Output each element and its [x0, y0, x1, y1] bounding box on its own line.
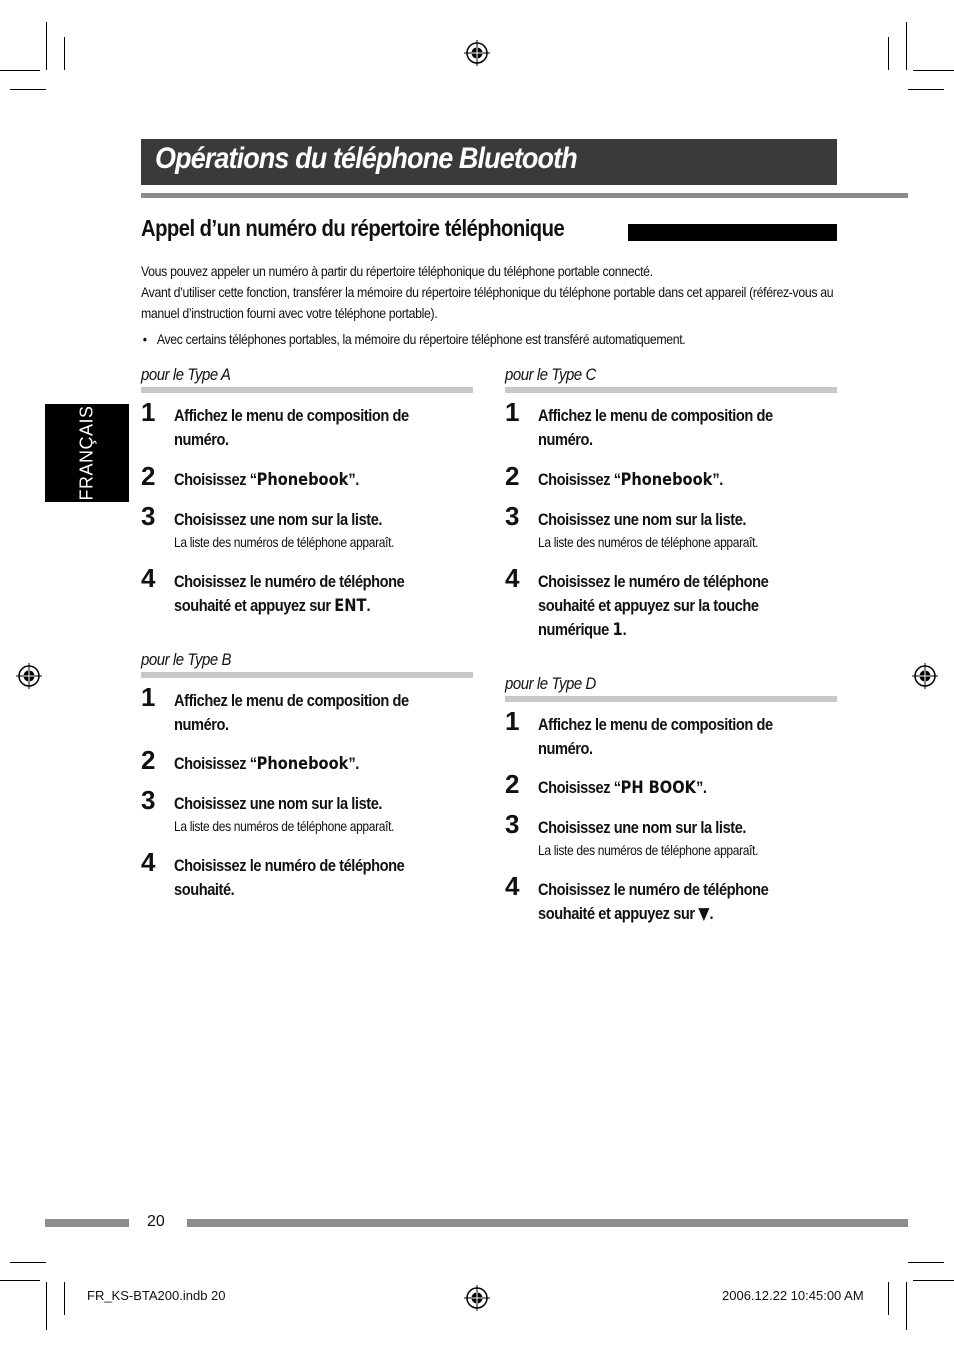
step-number: 3	[141, 785, 156, 815]
crop-mark	[0, 1280, 40, 1281]
key-label: ENT	[334, 596, 367, 616]
type-heading: pour le Type B	[141, 650, 232, 669]
section-heading: Appel d’un numéro du répertoire téléphonique	[141, 215, 565, 241]
crop-mark	[0, 70, 40, 71]
down-arrow-icon: ▼	[698, 904, 710, 924]
page-title: Opérations du téléphone Bluetooth	[155, 142, 577, 175]
step-text: Choisissez le numéro de téléphone souhaité et appuyez sur la touche numérique 1.	[538, 572, 769, 640]
step-note: La liste des numéros de téléphone apparaît.	[174, 818, 395, 834]
print-slug-date: 2006.12.22 10:45:00 AM	[722, 1288, 864, 1303]
step-text: Choisissez “Phonebook”.	[538, 470, 723, 490]
step-text: Choisissez “Phonebook”.	[174, 470, 359, 490]
type-heading: pour le Type A	[141, 365, 231, 384]
step-note: La liste des numéros de téléphone apparaît.	[538, 842, 759, 858]
crop-mark	[913, 1280, 954, 1281]
step-number: 4	[141, 563, 156, 593]
step-number: 3	[505, 501, 520, 531]
type-heading: pour le Type D	[505, 674, 596, 693]
step-number: 4	[505, 871, 520, 901]
key-label: Phonebook	[620, 470, 713, 490]
crop-mark	[46, 22, 47, 70]
step-note: La liste des numéros de téléphone apparaît.	[538, 534, 759, 550]
crop-mark	[10, 89, 46, 90]
type-rule	[505, 387, 837, 393]
type-rule	[141, 387, 473, 393]
step-number: 1	[505, 397, 520, 427]
step-number: 2	[141, 745, 156, 775]
step-number: 2	[505, 769, 520, 799]
step-text: Choisissez “Phonebook”.	[174, 754, 359, 774]
step-text: Choisissez une nom sur la liste.	[538, 818, 747, 837]
step-number: 1	[505, 706, 520, 736]
crop-mark	[906, 1282, 907, 1330]
type-heading: pour le Type C	[505, 365, 596, 384]
step-text: Choisissez le numéro de téléphone souhaité et appuyez sur ENT.	[174, 572, 405, 616]
key-label: Phonebook	[256, 470, 349, 490]
step-note: La liste des numéros de téléphone apparaît.	[174, 534, 395, 550]
crop-mark	[888, 37, 889, 70]
type-c-block	[505, 365, 837, 655]
key-label: PH BOOK	[620, 778, 696, 798]
type-d-block	[505, 674, 837, 934]
footer-rule	[45, 1219, 129, 1227]
key-label: Phonebook	[256, 754, 349, 774]
crop-mark	[64, 37, 65, 70]
step-number: 4	[505, 563, 520, 593]
title-rule	[141, 193, 908, 198]
step-text: Affichez le menu de composition de numéro.	[538, 715, 773, 758]
step-text: Choisissez une nom sur la liste.	[174, 510, 383, 529]
intro-line: Vous pouvez appeler un numéro à partir du répertoire téléphonique du téléphone portable connecté.	[141, 263, 653, 279]
intro-bullet	[141, 329, 836, 350]
crop-mark	[908, 89, 944, 90]
step-text: Affichez le menu de composition de numéro.	[174, 406, 409, 449]
step-number: 4	[141, 847, 156, 877]
language-tab	[45, 404, 129, 502]
page-number: 20	[147, 1213, 165, 1230]
step-text: Affichez le menu de composition de numéro.	[538, 406, 773, 449]
crop-mark	[906, 22, 907, 70]
step-text: Affichez le menu de composition de numéro.	[174, 691, 409, 734]
bullet-text: Avec certains téléphones portables, la mémoire du répertoire téléphone est transféré automatiquement.	[156, 331, 686, 347]
step-number: 2	[505, 461, 520, 491]
step-text: Choisissez le numéro de téléphone souhaité et appuyez sur ▼.	[538, 880, 769, 924]
registration-mark-icon	[16, 663, 42, 689]
step-number: 3	[141, 501, 156, 531]
type-rule	[141, 672, 473, 678]
step-text: Choisissez le numéro de téléphone souhaité.	[174, 856, 405, 899]
type-a-block	[141, 365, 473, 625]
step-text: Choisissez une nom sur la liste.	[538, 510, 747, 529]
print-slug-file: FR_KS-BTA200.indb 20	[87, 1288, 226, 1303]
key-label: 1	[612, 620, 623, 640]
step-number: 3	[505, 809, 520, 839]
step-number: 1	[141, 682, 156, 712]
language-tab-label: FRANÇAIS	[76, 405, 97, 501]
step-text: Choisissez “PH BOOK”.	[538, 778, 707, 798]
bullet-icon: •	[142, 331, 147, 347]
crop-mark	[908, 1262, 944, 1263]
title-bar	[141, 139, 837, 185]
registration-mark-icon	[912, 663, 938, 689]
registration-mark-icon	[464, 40, 490, 66]
intro-text	[141, 261, 836, 350]
crop-mark	[46, 1282, 47, 1330]
step-text: Choisissez une nom sur la liste.	[174, 794, 383, 813]
type-rule	[505, 696, 837, 702]
type-b-block	[141, 650, 473, 910]
crop-mark	[64, 1282, 65, 1315]
heading-bar	[628, 224, 837, 241]
crop-mark	[10, 1262, 46, 1263]
crop-mark	[913, 70, 954, 71]
intro-line: Avant d’utiliser cette fonction, transférer la mémoire du répertoire téléphonique du téléphone portable dans cet appareil (référez-vous au manuel d’instruction fourni avec votre téléphone portable).	[141, 284, 834, 321]
footer-rule	[187, 1219, 908, 1227]
step-number: 1	[141, 397, 156, 427]
step-number: 2	[141, 461, 156, 491]
registration-mark-icon	[464, 1285, 490, 1311]
crop-mark	[888, 1282, 889, 1315]
